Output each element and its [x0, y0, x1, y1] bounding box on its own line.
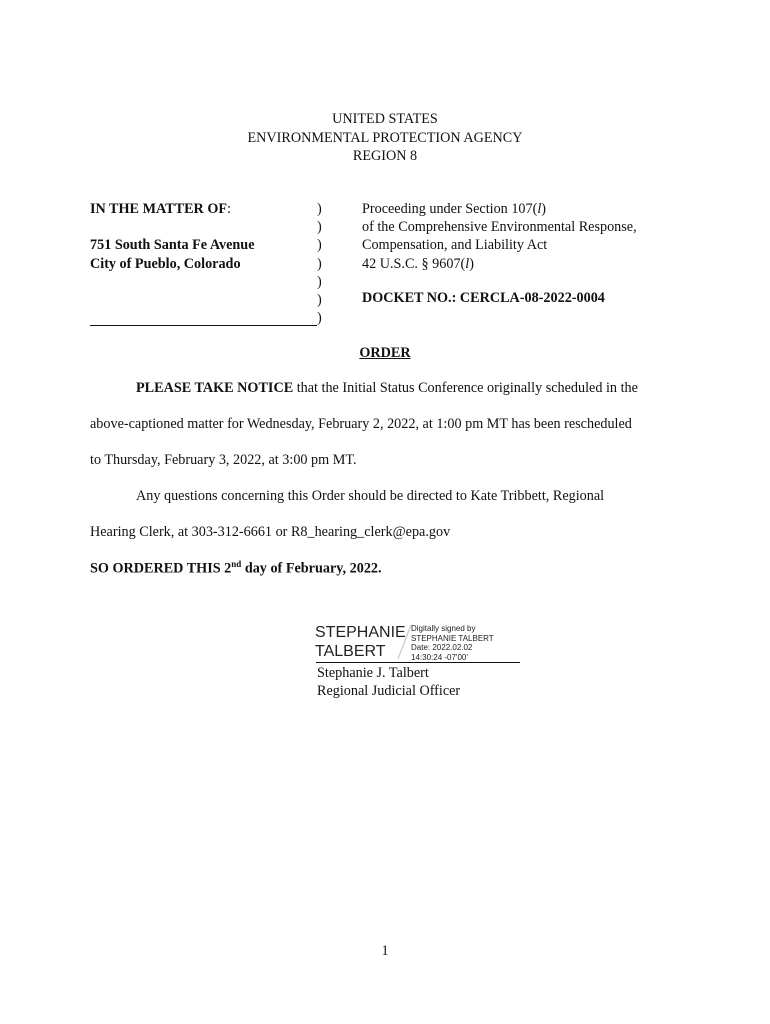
notice-line-1: [136, 380, 638, 397]
proceeding-line-3: Compensation, and Liability Act: [362, 237, 548, 253]
proceeding-line-4: [362, 256, 474, 273]
proceeding-text: Proceeding under Section 107(: [362, 201, 538, 217]
proceeding-text: ): [541, 201, 547, 217]
notice-line-2: above-captioned matter for Wednesday, February 2, 2022, at 1:00 pm MT has been rescheduled: [90, 416, 632, 432]
caption-paren: ): [317, 237, 322, 253]
statute-text: 42 U.S.C. § 9607(: [362, 256, 466, 272]
page-number: 1: [381, 943, 389, 959]
statute-text: ): [469, 256, 474, 272]
so-ordered-text: day of February, 2022.: [241, 560, 382, 577]
address-line-2: City of Pueblo, Colorado: [90, 256, 241, 272]
notice-line-3: to Thursday, February 3, 2022, at 3:00 pm MT.: [90, 452, 357, 468]
proceeding-line-1: [362, 201, 546, 218]
signature-first-name: STEPHANIE: [315, 624, 406, 641]
matter-colon: :: [227, 201, 231, 217]
agency-line-3: REGION 8: [352, 148, 418, 164]
matter-heading: [90, 201, 231, 218]
caption-paren: ): [317, 201, 322, 217]
agency-line-1: UNITED STATES: [332, 111, 438, 127]
digital-signature-line: 14:30:24 -07'00': [411, 652, 468, 662]
address-line-1: 751 South Santa Fe Avenue: [90, 237, 255, 253]
caption-paren: ): [317, 292, 322, 308]
docket-number: DOCKET NO.: CERCLA-08-2022-0004: [362, 290, 605, 306]
so-ordered-text: SO ORDERED THIS 2: [90, 560, 232, 577]
caption-paren: ): [317, 310, 322, 326]
statute-italic: l: [465, 256, 470, 272]
so-ordered-line: [90, 559, 382, 578]
proceeding-line-2: of the Comprehensive Environmental Response,: [362, 219, 637, 235]
digital-signature-details: [411, 624, 494, 662]
digital-signature-line: Date: 2022.02.02: [411, 643, 473, 652]
caption-underline: [90, 325, 317, 326]
order-title: ORDER: [359, 345, 411, 361]
matter-label: IN THE MATTER OF: [90, 201, 228, 217]
caption-paren: ): [317, 256, 322, 272]
notice-bold: PLEASE TAKE NOTICE: [136, 380, 294, 396]
ordinal-suffix: nd: [231, 559, 242, 569]
questions-line-2: Hearing Clerk, at 303-312-6661 or R8_hearing_clerk@epa.gov: [90, 524, 451, 540]
caption-paren: ): [317, 274, 322, 290]
signer-title: Regional Judicial Officer: [317, 683, 461, 699]
signer-name: Stephanie J. Talbert: [317, 665, 429, 681]
agency-line-2: ENVIRONMENTAL PROTECTION AGENCY: [247, 130, 523, 146]
digital-signature-line: STEPHANIE TALBERT: [411, 633, 494, 643]
signature-line: [316, 662, 520, 663]
questions-line-1: Any questions concerning this Order should be directed to Kate Tribbett, Regional: [136, 488, 605, 504]
notice-text: that the Initial Status Conference originally scheduled in the: [293, 380, 638, 396]
digital-signature-line: Digitally signed by: [411, 624, 476, 633]
proceeding-italic: l: [537, 201, 542, 217]
signature-last-name: TALBERT: [315, 643, 386, 660]
caption-paren: ): [317, 219, 322, 235]
